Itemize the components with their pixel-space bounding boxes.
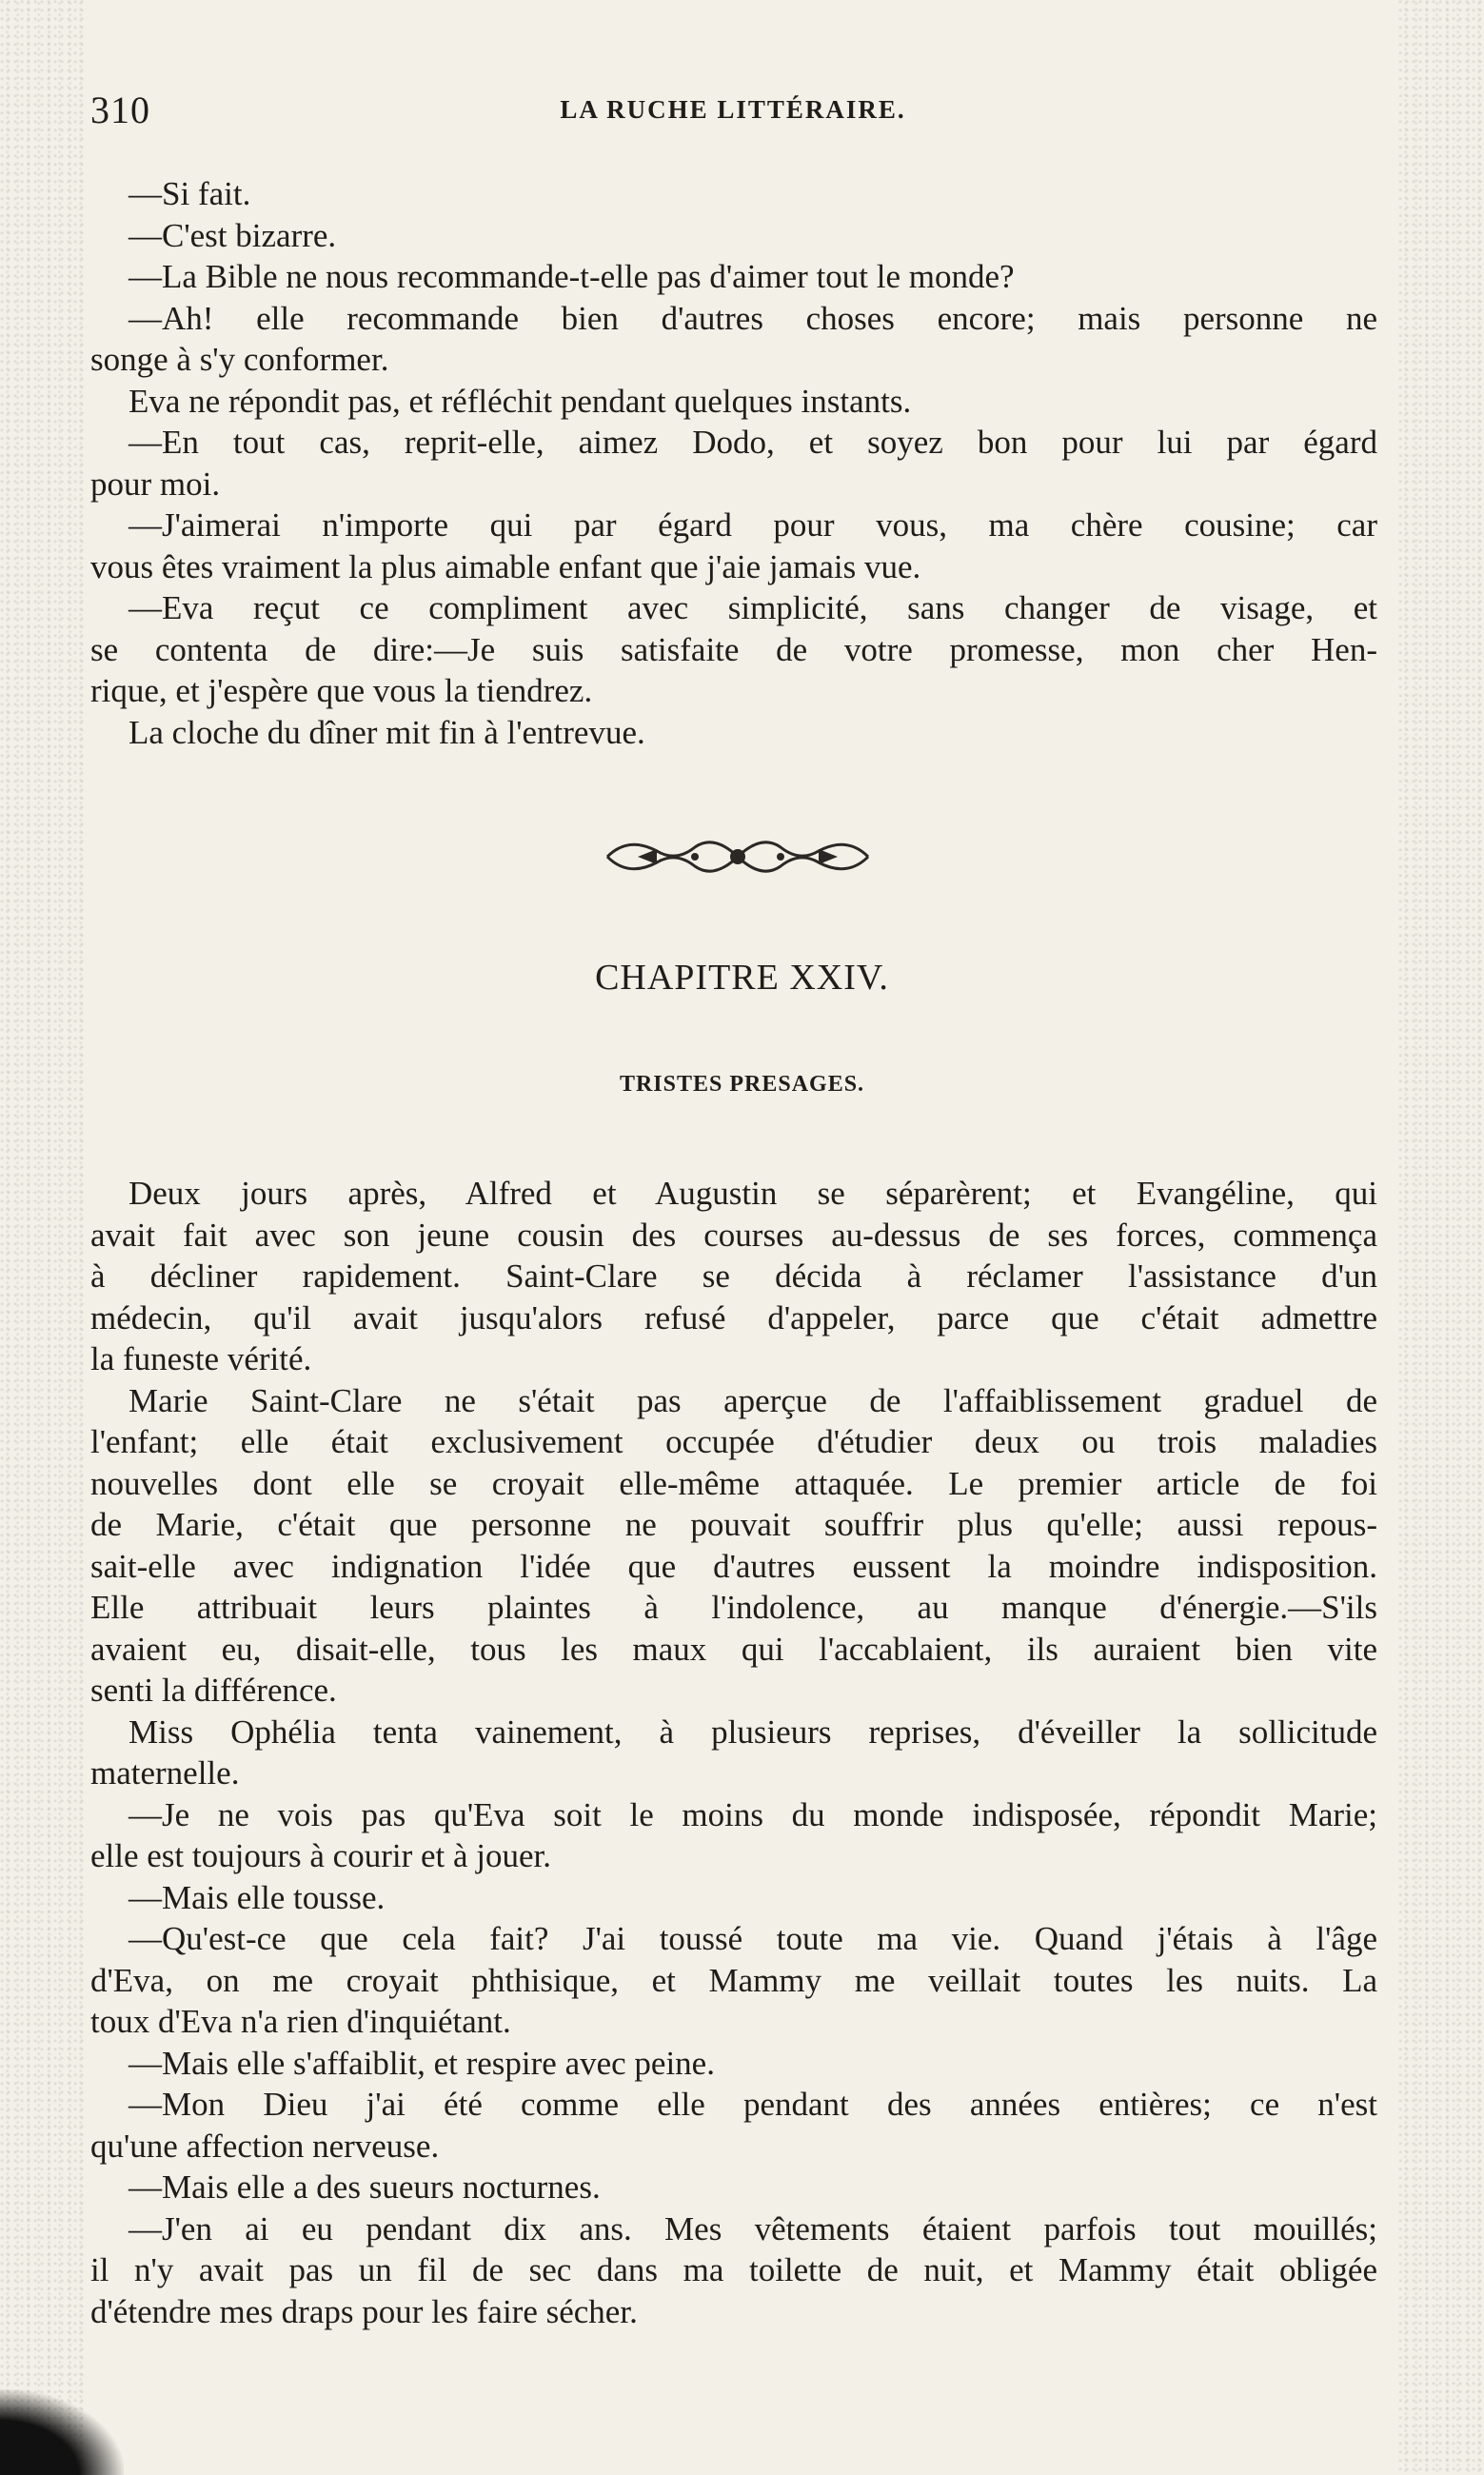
text-line: rique, et j'espère que vous la tiendrez.: [90, 672, 593, 709]
text-line: avaient eu, disait-elle, tous les maux qui l'accablaient, ils auraient bien vite: [90, 1630, 1377, 1668]
text-block-bottom: [90, 1173, 1377, 2332]
text-block-top: [90, 173, 1377, 753]
text-line: pour moi.: [90, 465, 221, 503]
text-line: La cloche du dîner mit fin à l'entrevue.: [129, 713, 645, 751]
scroll-ornament-icon: [600, 830, 876, 883]
text-line: songe à s'y conformer.: [90, 341, 389, 378]
text-line: —Eva reçut ce compliment avec simplicité, sans changer de visage, et: [129, 589, 1377, 626]
chapter-title: CHAPITRE XXIV.: [595, 958, 889, 998]
text-line: Miss Ophélia tenta vainement, à plusieurs reprises, d'éveiller la sollicitude: [129, 1713, 1377, 1751]
text-line: —Qu'est-ce que cela fait? J'ai toussé toute ma vie. Quand j'étais à l'âge: [129, 1920, 1377, 1957]
text-line: la funeste vérité.: [90, 1340, 312, 1377]
page-number: 310: [90, 89, 150, 131]
text-line: Elle attribuait leurs plaintes à l'indolence, au manque d'énergie.—S'ils: [90, 1589, 1377, 1626]
running-head: [90, 88, 1375, 135]
text-line: —Ah! elle recommande bien d'autres choses encore; mais personne ne: [129, 299, 1377, 337]
text-line: qu'une affection nerveuse.: [90, 2127, 440, 2165]
text-line: Deux jours après, Alfred et Augustin se séparèrent; et Evangéline, qui: [129, 1175, 1377, 1212]
text-line: —Je ne vois pas qu'Eva soit le moins du monde indisposée, répondit Marie;: [129, 1795, 1377, 1833]
text-line: de Marie, c'était que personne ne pouvait souffrir plus qu'elle; aussi repous-: [90, 1506, 1377, 1543]
text-line: vous êtes vraiment la plus aimable enfant que j'aie jamais vue.: [90, 547, 921, 585]
page-edge-speckle-left: [0, 0, 86, 2475]
text-line: nouvelles dont elle se croyait elle-même attaquée. Le premier article de foi: [90, 1464, 1377, 1502]
text-line: —C'est bizarre.: [129, 216, 337, 254]
text-line: —Mais elle a des sueurs nocturnes.: [129, 2168, 601, 2206]
text-line: Eva ne répondit pas, et réfléchit pendant quelques instants.: [129, 382, 912, 420]
text-line: —J'en ai eu pendant dix ans. Mes vêtements étaient parfois tout mouillés;: [129, 2209, 1377, 2247]
text-line: —En tout cas, reprit-elle, aimez Dodo, et soyez bon pour lui par égard: [129, 424, 1377, 461]
text-line: senti la différence.: [90, 1672, 337, 1709]
page-edge-speckle-right: [1398, 0, 1484, 2475]
text-line: d'Eva, on me croyait phthisique, et Mammy me veillait toutes les nuits. La: [90, 1961, 1377, 1999]
running-title: LA RUCHE LITTÉRAIRE.: [560, 95, 906, 124]
text-line: l'enfant; elle était exclusivement occupée d'étudier deux ou trois maladies: [90, 1423, 1377, 1460]
text-line: —J'aimerai n'importe qui par égard pour vous, ma chère cousine; car: [129, 506, 1377, 544]
text-line: d'étendre mes draps pour les faire sécher.: [90, 2292, 638, 2330]
text-line: il n'y avait pas un fil de sec dans ma toilette de nuit, et Mammy était obligée: [90, 2251, 1377, 2288]
text-line: —Mon Dieu j'ai été comme elle pendant des années entières; ce n'est: [129, 2086, 1377, 2123]
text-line: Marie Saint-Clare ne s'était pas aperçue de l'affaiblissement graduel de: [129, 1381, 1377, 1419]
text-line: elle est toujours à courir et à jouer.: [90, 1837, 552, 1874]
text-line: maternelle.: [90, 1754, 240, 1792]
text-line: sait-elle avec indignation l'idée que d'autres eussent la moindre indisposition.: [90, 1547, 1377, 1585]
text-line: —La Bible ne nous recommande-t-elle pas d'aimer tout le monde?: [129, 258, 1015, 295]
text-line: —Si fait.: [129, 175, 251, 212]
text-line: médecin, qu'il avait jusqu'alors refusé d'appeler, parce que c'était admettre: [90, 1298, 1377, 1336]
text-line: avait fait avec son jeune cousin des courses au-dessus de ses forces, commença: [90, 1216, 1377, 1254]
text-line: —Mais elle s'affaiblit, et respire avec peine.: [129, 2044, 715, 2082]
text-line: se contenta de dire:—Je suis satisfaite de votre promesse, mon cher Hen-: [90, 630, 1377, 668]
ink-blot: [0, 2389, 124, 2475]
chapter-subtitle: TRISTES PRESAGES.: [619, 1072, 865, 1097]
text-line: —Mais elle tousse.: [129, 1878, 386, 1916]
text-line: toux d'Eva n'a rien d'inquiétant.: [90, 2003, 511, 2040]
text-line: à décliner rapidement. Saint-Clare se décida à réclamer l'assistance d'un: [90, 1257, 1377, 1295]
